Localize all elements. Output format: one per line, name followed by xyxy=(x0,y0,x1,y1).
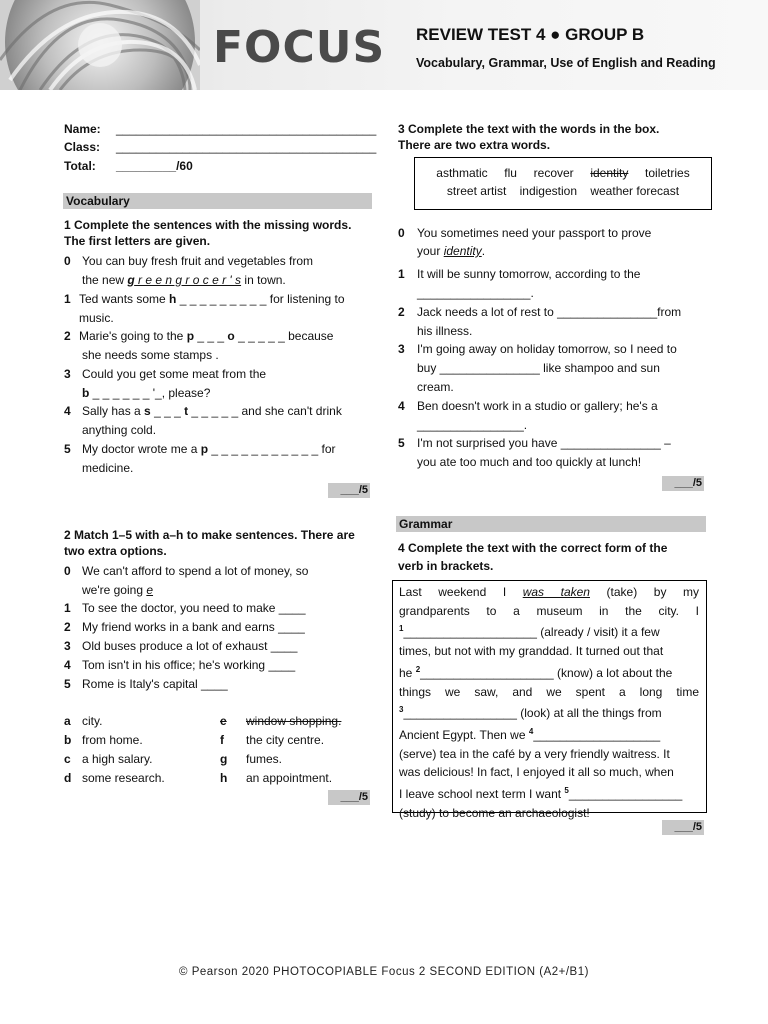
page-footer: © Pearson 2020 PHOTOCOPIABLE Focus 2 SECOND EDITION (A2+/B1) xyxy=(179,966,589,978)
ex2-item-3-num: 3 xyxy=(64,639,71,653)
gline-6: things we saw, and we spent a long time xyxy=(399,684,699,699)
ex2-score[interactable]: ___/5 xyxy=(328,790,370,805)
ex2-option-key-g: g xyxy=(220,752,228,766)
word-box xyxy=(414,157,712,210)
word-box-row-2: street artist indigestion weather forecast xyxy=(446,184,680,198)
ex2-instruction: 2 Match 1–5 with a–h to make sentences. There are xyxy=(64,528,355,542)
ex2-item-5[interactable]: Rome is Italy's capital ____ xyxy=(82,677,228,691)
test-title: REVIEW TEST 4 ● GROUP B xyxy=(416,25,645,44)
struck-word: identity xyxy=(590,166,629,180)
ex4-instruction: 4 Complete the text with the correct form of the xyxy=(398,541,668,555)
ex2-option-d: some research. xyxy=(82,771,165,785)
gline-1[interactable]: Last weekend I was taken (take) by my xyxy=(399,585,699,599)
vocabulary-heading: Vocabulary xyxy=(63,193,372,209)
ex2-option-h: an appointment. xyxy=(246,771,333,785)
ex2-item-1-num: 1 xyxy=(64,601,71,615)
ex4-score[interactable]: ___/5 xyxy=(662,820,704,835)
ex2-item-2[interactable]: My friend works in a bank and earns ____ xyxy=(82,620,305,634)
ex2-option-key-f: f xyxy=(220,733,224,747)
name-line[interactable]: _______________________________________ xyxy=(116,122,377,136)
total-label: Total: xyxy=(64,159,96,173)
gline-8[interactable]: Ancient Egypt. Then we $^4$___________________ xyxy=(399,726,661,742)
word-box-row-1: asthmatic flu recover identity toiletries xyxy=(436,166,690,180)
ex2-item-2-num: 2 xyxy=(64,620,71,634)
ex2-item-5-num: 5 xyxy=(64,677,71,691)
ex3-instruction: 3 Complete the text with the words in the box. xyxy=(398,122,660,136)
ex2-option-f: the city centre. xyxy=(246,733,325,747)
grammar-text xyxy=(399,583,699,822)
grammar-text-box xyxy=(392,580,707,820)
ex2-item-1[interactable]: To see the doctor, you need to make ____ xyxy=(82,601,306,615)
ex3-score[interactable]: ___/5 xyxy=(662,476,704,491)
ex1-instruction-2: The first letters are given. xyxy=(64,234,211,248)
grammar-heading: Grammar xyxy=(396,516,706,532)
swirl-logo-graphic xyxy=(0,0,200,90)
page-header xyxy=(0,0,768,90)
ex2-item-4[interactable]: Tom isn't in his office; he's working ____ xyxy=(82,658,296,672)
ex2-option-b: from home. xyxy=(82,733,143,747)
gline-11[interactable]: I leave school next term I want $^5$_________________ xyxy=(399,786,683,802)
ex2-option-a: city. xyxy=(82,714,103,728)
ex2-option-key-d: d xyxy=(64,771,72,785)
ex2-instruction-2: two extra options. xyxy=(64,544,167,558)
ex2-option-c: a high salary. xyxy=(82,752,153,766)
class-line[interactable]: _______________________________________ xyxy=(116,140,377,154)
ex4-instruction-2: verb in brackets. xyxy=(398,559,494,573)
ex2-option-key-a: a xyxy=(64,714,71,728)
total-value[interactable]: _________/60 xyxy=(116,159,193,173)
gline-9: (serve) tea in the café by a very friendly waitress. It xyxy=(399,746,670,761)
ex2-option-key-c: c xyxy=(64,752,71,766)
ex2-item-3[interactable]: Old buses produce a lot of exhaust ____ xyxy=(82,639,298,653)
gline-4: times, but not with my granddad. It turned out that xyxy=(399,644,664,659)
gline-3[interactable]: $^1$____________________ (already / visit) it a few xyxy=(399,624,660,640)
ex1-score[interactable]: ___/5 xyxy=(328,483,370,498)
test-subtitle: Vocabulary, Grammar, Use of English and Reading xyxy=(416,56,716,70)
gline-5[interactable]: he $^2$____________________ (know) a lot about the xyxy=(399,664,673,680)
ex3-instruction-2: There are two extra words. xyxy=(398,138,551,152)
ex2-option-key-e: e xyxy=(220,714,227,728)
ex2-option-key-b: b xyxy=(64,733,72,747)
ex2-option-key-h: h xyxy=(220,771,228,785)
ex2-item-4-num: 4 xyxy=(64,658,71,672)
gline-12: (study) to become an archaeologist! xyxy=(399,805,590,820)
class-label: Class: xyxy=(64,140,101,154)
gline-10: was delicious! In fact, I enjoyed it all so much, when xyxy=(399,765,674,780)
ex1-instruction: 1 Complete the sentences with the missing words. xyxy=(64,218,352,232)
ex2-option-g: fumes. xyxy=(246,752,283,766)
focus-logo: FOCUS xyxy=(213,22,386,73)
name-label: Name: xyxy=(64,122,101,136)
ex2-option-e: window shopping. xyxy=(246,714,342,728)
gline-7[interactable]: $^3$_________________ (look) at all the things from xyxy=(399,705,662,721)
gline-2: grandparents to a museum in the city. I xyxy=(399,603,699,618)
